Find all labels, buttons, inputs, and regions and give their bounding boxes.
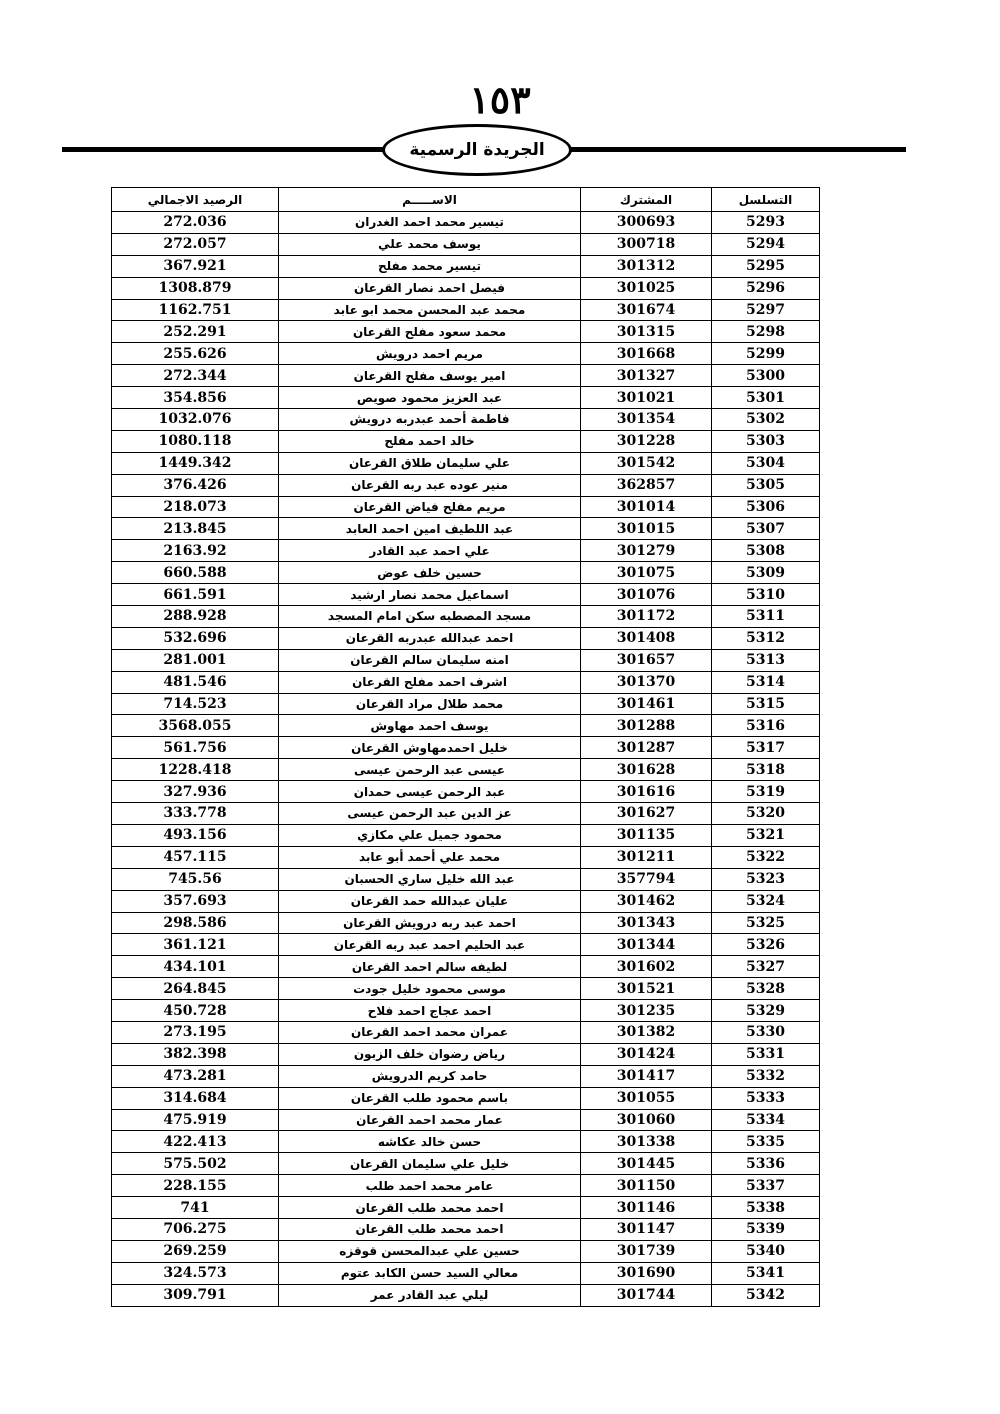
- balance-cell: 706.275: [112, 1218, 279, 1240]
- balance-cell: 450.728: [112, 1000, 279, 1022]
- subscriber-cell: 301461: [581, 693, 712, 715]
- name-cell: علي احمد عبد القادر: [279, 540, 581, 562]
- balance-cell: 354.856: [112, 387, 279, 409]
- name-cell: امير يوسف مفلح القرعان: [279, 365, 581, 387]
- subscriber-cell: 301602: [581, 956, 712, 978]
- balance-cell: 2163.92: [112, 540, 279, 562]
- subscriber-cell: 301354: [581, 409, 712, 431]
- serial-cell: 5332: [712, 1065, 820, 1087]
- name-cell: حسن خالد عكاشه: [279, 1131, 581, 1153]
- name-cell: محمد عبد المحسن محمد ابو عابد: [279, 299, 581, 321]
- name-cell: معالي السيد حسن الكابد عتوم: [279, 1262, 581, 1284]
- subscriber-cell: 301628: [581, 759, 712, 781]
- subscriber-cell: 301462: [581, 890, 712, 912]
- name-cell: احمد محمد طلب القرعان: [279, 1218, 581, 1240]
- table-row: [112, 518, 820, 540]
- serial-cell: 5296: [712, 277, 820, 299]
- serial-cell: 5312: [712, 627, 820, 649]
- subscriber-cell: 301344: [581, 934, 712, 956]
- name-cell: عليان عبدالله حمد القرعان: [279, 890, 581, 912]
- balance-cell: 1080.118: [112, 430, 279, 452]
- name-cell: عبد الحليم احمد عبد ربه القرعان: [279, 934, 581, 956]
- column-header-serial: التسلسل: [712, 188, 820, 212]
- name-cell: يوسف احمد مهاوش: [279, 715, 581, 737]
- serial-cell: 5341: [712, 1262, 820, 1284]
- serial-cell: 5309: [712, 562, 820, 584]
- name-cell: خليل علي سليمان القرعان: [279, 1153, 581, 1175]
- balance-cell: 1449.342: [112, 452, 279, 474]
- serial-cell: 5298: [712, 321, 820, 343]
- name-cell: حسين خلف عوض: [279, 562, 581, 584]
- serial-cell: 5335: [712, 1131, 820, 1153]
- table-row: [112, 868, 820, 890]
- serial-cell: 5331: [712, 1043, 820, 1065]
- serial-cell: 5323: [712, 868, 820, 890]
- name-cell: موسى محمود خليل جودت: [279, 978, 581, 1000]
- name-cell: احمد محمد طلب القرعان: [279, 1197, 581, 1219]
- gazette-title: الجريدة الرسمية: [382, 124, 572, 176]
- name-cell: يوسف محمد علي: [279, 233, 581, 255]
- serial-cell: 5293: [712, 212, 820, 234]
- subscriber-cell: 357794: [581, 868, 712, 890]
- table-row: [112, 430, 820, 452]
- table-row: [112, 452, 820, 474]
- table-row: [112, 1109, 820, 1131]
- table-row: [112, 343, 820, 365]
- name-cell: عمران محمد احمد القرعان: [279, 1021, 581, 1043]
- balance-cell: 357.693: [112, 890, 279, 912]
- balance-cell: 661.591: [112, 584, 279, 606]
- serial-cell: 5310: [712, 584, 820, 606]
- table-row: [112, 956, 820, 978]
- name-cell: علي سليمان طلاق القرعان: [279, 452, 581, 474]
- balance-cell: 745.56: [112, 868, 279, 890]
- name-cell: مريم مفلح فياض القرعان: [279, 496, 581, 518]
- subscriber-cell: 301674: [581, 299, 712, 321]
- serial-cell: 5306: [712, 496, 820, 518]
- name-cell: فاطمة أحمد عبدربه درويش: [279, 409, 581, 431]
- subscriber-cell: 301211: [581, 846, 712, 868]
- table-row: [112, 584, 820, 606]
- serial-cell: 5336: [712, 1153, 820, 1175]
- balance-cell: 272.057: [112, 233, 279, 255]
- balance-cell: 561.756: [112, 737, 279, 759]
- table-row: [112, 299, 820, 321]
- table-row: [112, 649, 820, 671]
- subscriber-balance-table: [111, 187, 820, 1307]
- balance-cell: 327.936: [112, 781, 279, 803]
- name-cell: عبد اللطيف امين احمد العابد: [279, 518, 581, 540]
- subscriber-cell: 301542: [581, 452, 712, 474]
- balance-cell: 376.426: [112, 474, 279, 496]
- serial-cell: 5326: [712, 934, 820, 956]
- table-body: [112, 212, 820, 1307]
- name-cell: حسين علي عبدالمحسن قوقزه: [279, 1240, 581, 1262]
- name-cell: محمود جميل علي مكازي: [279, 824, 581, 846]
- subscriber-cell: 301021: [581, 387, 712, 409]
- balance-cell: 1228.418: [112, 759, 279, 781]
- serial-cell: 5322: [712, 846, 820, 868]
- serial-cell: 5294: [712, 233, 820, 255]
- subscriber-cell: 301327: [581, 365, 712, 387]
- name-cell: امنه سليمان سالم القرعان: [279, 649, 581, 671]
- serial-cell: 5339: [712, 1218, 820, 1240]
- subscriber-cell: 301382: [581, 1021, 712, 1043]
- table-row: [112, 781, 820, 803]
- table-row: [112, 1000, 820, 1022]
- balance-cell: 1032.076: [112, 409, 279, 431]
- balance-cell: 367.921: [112, 255, 279, 277]
- serial-cell: 5299: [712, 343, 820, 365]
- balance-cell: 288.928: [112, 606, 279, 628]
- table-row: [112, 1262, 820, 1284]
- header-rule-right: [568, 147, 906, 152]
- balance-cell: 213.845: [112, 518, 279, 540]
- subscriber-cell: 301521: [581, 978, 712, 1000]
- name-cell: عمار محمد احمد القرعان: [279, 1109, 581, 1131]
- name-cell: عامر محمد احمد طلب: [279, 1175, 581, 1197]
- subscriber-cell: 301015: [581, 518, 712, 540]
- serial-cell: 5305: [712, 474, 820, 496]
- name-cell: رياض رضوان خلف الزبون: [279, 1043, 581, 1065]
- balance-cell: 228.155: [112, 1175, 279, 1197]
- subscriber-cell: 301076: [581, 584, 712, 606]
- serial-cell: 5308: [712, 540, 820, 562]
- balance-cell: 741: [112, 1197, 279, 1219]
- balance-cell: 309.791: [112, 1284, 279, 1306]
- subscriber-cell: 301627: [581, 803, 712, 825]
- balance-cell: 422.413: [112, 1131, 279, 1153]
- subscriber-cell: 301014: [581, 496, 712, 518]
- balance-cell: 3568.055: [112, 715, 279, 737]
- name-cell: خالد احمد مفلح: [279, 430, 581, 452]
- table-row: [112, 1043, 820, 1065]
- table-row: [112, 255, 820, 277]
- balance-cell: 473.281: [112, 1065, 279, 1087]
- serial-cell: 5324: [712, 890, 820, 912]
- balance-cell: 298.586: [112, 912, 279, 934]
- balance-cell: 457.115: [112, 846, 279, 868]
- subscriber-cell: 301228: [581, 430, 712, 452]
- table-row: [112, 890, 820, 912]
- serial-cell: 5342: [712, 1284, 820, 1306]
- serial-cell: 5316: [712, 715, 820, 737]
- serial-cell: 5315: [712, 693, 820, 715]
- name-cell: اشرف احمد مفلح القرعان: [279, 671, 581, 693]
- table-row: [112, 212, 820, 234]
- subscriber-cell: 301424: [581, 1043, 712, 1065]
- subscriber-cell: 301445: [581, 1153, 712, 1175]
- subscriber-cell: 301312: [581, 255, 712, 277]
- name-cell: حامد كريم الدرويش: [279, 1065, 581, 1087]
- name-cell: عبد الله خليل ساري الحسبان: [279, 868, 581, 890]
- serial-cell: 5301: [712, 387, 820, 409]
- subscriber-cell: 301616: [581, 781, 712, 803]
- name-cell: فيصل احمد نصار القرعان: [279, 277, 581, 299]
- serial-cell: 5333: [712, 1087, 820, 1109]
- table-row: [112, 606, 820, 628]
- balance-cell: 481.546: [112, 671, 279, 693]
- subscriber-cell: 301146: [581, 1197, 712, 1219]
- balance-cell: 252.291: [112, 321, 279, 343]
- subscriber-cell: 301417: [581, 1065, 712, 1087]
- balance-cell: 272.036: [112, 212, 279, 234]
- balance-cell: 1162.751: [112, 299, 279, 321]
- subscriber-cell: 301315: [581, 321, 712, 343]
- subscriber-cell: 301657: [581, 649, 712, 671]
- table-row: [112, 1240, 820, 1262]
- balance-cell: 269.259: [112, 1240, 279, 1262]
- subscriber-cell: 301287: [581, 737, 712, 759]
- table-row: [112, 934, 820, 956]
- name-cell: خليل احمدمهاوش القرعان: [279, 737, 581, 759]
- table-row: [112, 1021, 820, 1043]
- serial-cell: 5321: [712, 824, 820, 846]
- column-header-name: الاســـــم: [279, 188, 581, 212]
- name-cell: باسم محمود طلب القرعان: [279, 1087, 581, 1109]
- name-cell: عبد العزيز محمود صويص: [279, 387, 581, 409]
- serial-cell: 5307: [712, 518, 820, 540]
- serial-cell: 5327: [712, 956, 820, 978]
- subscriber-cell: 301744: [581, 1284, 712, 1306]
- table-row: [112, 1197, 820, 1219]
- balance-cell: 575.502: [112, 1153, 279, 1175]
- subscriber-cell: 301135: [581, 824, 712, 846]
- name-cell: عبد الرحمن عيسى حمدان: [279, 781, 581, 803]
- name-cell: محمد سعود مفلح القرعان: [279, 321, 581, 343]
- serial-cell: 5320: [712, 803, 820, 825]
- subscriber-cell: 301288: [581, 715, 712, 737]
- table-row: [112, 233, 820, 255]
- serial-cell: 5340: [712, 1240, 820, 1262]
- serial-cell: 5302: [712, 409, 820, 431]
- balance-cell: 333.778: [112, 803, 279, 825]
- table-row: [112, 277, 820, 299]
- name-cell: مريم احمد درويش: [279, 343, 581, 365]
- subscriber-cell: 301408: [581, 627, 712, 649]
- table-row: [112, 693, 820, 715]
- serial-cell: 5328: [712, 978, 820, 1000]
- balance-cell: 493.156: [112, 824, 279, 846]
- table-row: [112, 387, 820, 409]
- subscriber-cell: 301235: [581, 1000, 712, 1022]
- column-header-balance: الرصيد الاجمالي: [112, 188, 279, 212]
- serial-cell: 5329: [712, 1000, 820, 1022]
- table-row: [112, 1065, 820, 1087]
- name-cell: ليلي عبد القادر عمر: [279, 1284, 581, 1306]
- subscriber-cell: 300718: [581, 233, 712, 255]
- subscriber-cell: 301739: [581, 1240, 712, 1262]
- table-row: [112, 759, 820, 781]
- name-cell: لطيفه سالم احمد القرعان: [279, 956, 581, 978]
- table-row: [112, 474, 820, 496]
- balance-cell: 660.588: [112, 562, 279, 584]
- table-row: [112, 824, 820, 846]
- subscriber-cell: 362857: [581, 474, 712, 496]
- serial-cell: 5311: [712, 606, 820, 628]
- name-cell: تيسير محمد مفلح: [279, 255, 581, 277]
- serial-cell: 5295: [712, 255, 820, 277]
- balance-cell: 281.001: [112, 649, 279, 671]
- serial-cell: 5325: [712, 912, 820, 934]
- name-cell: تيسير محمد احمد الغدران: [279, 212, 581, 234]
- subscriber-cell: 301279: [581, 540, 712, 562]
- table-row: [112, 715, 820, 737]
- name-cell: احمد عبدالله عبدربه القرعان: [279, 627, 581, 649]
- serial-cell: 5338: [712, 1197, 820, 1219]
- table-row: [112, 978, 820, 1000]
- name-cell: اسماعيل محمد نصار ارشيد: [279, 584, 581, 606]
- subscriber-cell: 301338: [581, 1131, 712, 1153]
- table-row: [112, 737, 820, 759]
- serial-cell: 5297: [712, 299, 820, 321]
- subscriber-cell: 300693: [581, 212, 712, 234]
- table-row: [112, 1284, 820, 1306]
- balance-cell: 434.101: [112, 956, 279, 978]
- balance-cell: 532.696: [112, 627, 279, 649]
- subscriber-cell: 301075: [581, 562, 712, 584]
- table-row: [112, 409, 820, 431]
- table-row: [112, 321, 820, 343]
- balance-cell: 324.573: [112, 1262, 279, 1284]
- column-header-subscriber: المشترك: [581, 188, 712, 212]
- page-number: ١٥٣: [469, 77, 531, 122]
- balance-cell: 382.398: [112, 1043, 279, 1065]
- balance-cell: 255.626: [112, 343, 279, 365]
- subscriber-cell: 301060: [581, 1109, 712, 1131]
- header-rule-left: [62, 147, 392, 152]
- balance-cell: 714.523: [112, 693, 279, 715]
- subscriber-cell: 301690: [581, 1262, 712, 1284]
- serial-cell: 5317: [712, 737, 820, 759]
- name-cell: منير عوده عبد ربه القرعان: [279, 474, 581, 496]
- table-row: [112, 365, 820, 387]
- serial-cell: 5337: [712, 1175, 820, 1197]
- table-row: [112, 671, 820, 693]
- serial-cell: 5330: [712, 1021, 820, 1043]
- name-cell: محمد طلال مراد القرعان: [279, 693, 581, 715]
- serial-cell: 5304: [712, 452, 820, 474]
- serial-cell: 5334: [712, 1109, 820, 1131]
- balance-cell: 475.919: [112, 1109, 279, 1131]
- table-row: [112, 1175, 820, 1197]
- name-cell: عيسى عبد الرحمن عيسى: [279, 759, 581, 781]
- table-header-row: [112, 188, 820, 212]
- table-row: [112, 1218, 820, 1240]
- serial-cell: 5318: [712, 759, 820, 781]
- balance-cell: 264.845: [112, 978, 279, 1000]
- serial-cell: 5313: [712, 649, 820, 671]
- table-row: [112, 846, 820, 868]
- subscriber-cell: 301147: [581, 1218, 712, 1240]
- serial-cell: 5303: [712, 430, 820, 452]
- subscriber-cell: 301172: [581, 606, 712, 628]
- table-row: [112, 562, 820, 584]
- balance-cell: 272.344: [112, 365, 279, 387]
- table-row: [112, 627, 820, 649]
- name-cell: محمد علي أحمد أبو عابد: [279, 846, 581, 868]
- subscriber-cell: 301150: [581, 1175, 712, 1197]
- name-cell: مسجد المصطبه سكن امام المسجد: [279, 606, 581, 628]
- subscriber-cell: 301668: [581, 343, 712, 365]
- subscriber-cell: 301370: [581, 671, 712, 693]
- subscriber-cell: 301025: [581, 277, 712, 299]
- table-row: [112, 496, 820, 518]
- subscriber-cell: 301343: [581, 912, 712, 934]
- balance-cell: 1308.879: [112, 277, 279, 299]
- table-row: [112, 803, 820, 825]
- name-cell: احمد عجاج احمد فلاح: [279, 1000, 581, 1022]
- table-row: [112, 912, 820, 934]
- serial-cell: 5319: [712, 781, 820, 803]
- serial-cell: 5314: [712, 671, 820, 693]
- balance-cell: 361.121: [112, 934, 279, 956]
- subscriber-cell: 301055: [581, 1087, 712, 1109]
- table-row: [112, 540, 820, 562]
- table-row: [112, 1131, 820, 1153]
- name-cell: احمد عبد ربه درويش القرعان: [279, 912, 581, 934]
- balance-cell: 314.684: [112, 1087, 279, 1109]
- balance-cell: 218.073: [112, 496, 279, 518]
- table-row: [112, 1153, 820, 1175]
- serial-cell: 5300: [712, 365, 820, 387]
- name-cell: عز الدين عبد الرحمن عيسى: [279, 803, 581, 825]
- table-row: [112, 1087, 820, 1109]
- balance-cell: 273.195: [112, 1021, 279, 1043]
